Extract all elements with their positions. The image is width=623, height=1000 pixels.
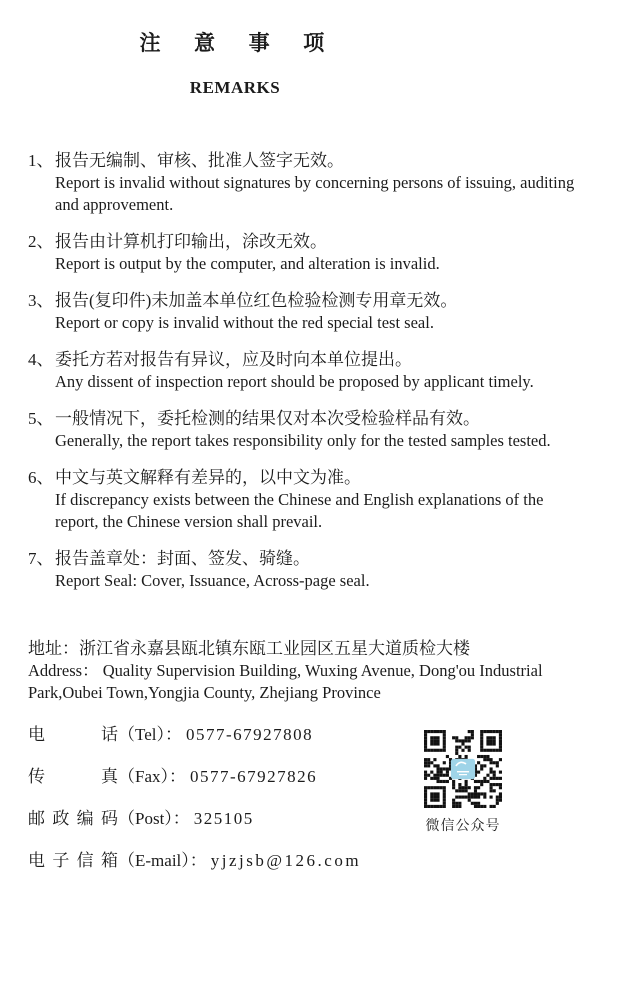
contacts-block: [28, 724, 623, 872]
note-item-2: [28, 231, 623, 275]
address-chinese: 地址：浙江省永嘉县瓯北镇东瓯工业园区五星大道质检大楼: [28, 639, 470, 658]
post-value: 325105: [193, 809, 254, 828]
fax-label: 传真: [28, 767, 118, 786]
note-item-5: [28, 408, 623, 452]
contact-row-email: [28, 850, 623, 872]
contact-row-fax: [28, 766, 623, 788]
note-item-3: [28, 290, 623, 334]
email-label: 电子信箱: [28, 851, 118, 870]
qr-code-icon: [424, 730, 502, 808]
wechat-qr-block: [422, 730, 504, 835]
note-text-en: Any dissent of inspection report should be proposed by applicant timely.: [55, 372, 534, 391]
note-item-7: [28, 548, 623, 592]
note-text-en: Report or copy is invalid without the red special test seal.: [55, 313, 434, 332]
note-number: 1、: [28, 151, 54, 170]
note-number: 5、: [28, 409, 54, 428]
note-text-zh: 报告(复印件)未加盖本单位红色检验检测专用章无效。: [55, 291, 458, 310]
note-text-zh: 报告由计算机打印输出，涂改无效。: [55, 232, 327, 251]
note-text-en: Report Seal: Cover, Issuance, Across-page seal.: [55, 571, 370, 590]
fax-value: 0577-67927826: [190, 767, 318, 786]
page-title-english: REMARKS: [189, 78, 281, 97]
note-text-en: Report is output by the computer, and alteration is invalid.: [55, 254, 440, 273]
page-header: [0, 0, 470, 100]
contact-row-post: [28, 808, 623, 830]
note-item-1: [28, 150, 623, 216]
note-item-6: [28, 467, 623, 533]
note-number: 2、: [28, 232, 54, 251]
note-text-en: If discrepancy exists between the Chinese and English explanations of the report, the Chinese version shall prevail.: [55, 490, 544, 531]
tel-label: 电话: [28, 725, 118, 744]
note-text-en: Generally, the report takes responsibility only for the tested samples tested.: [55, 431, 551, 450]
post-label: 邮政编码: [28, 809, 118, 828]
note-text-zh: 报告盖章处：封面、签发、骑缝。: [55, 549, 310, 568]
tel-suffix: （Tel）：: [118, 725, 182, 744]
note-text-zh: 委托方若对报告有异议，应及时向本单位提出。: [55, 350, 412, 369]
contact-row-tel: [28, 724, 623, 746]
post-suffix: （Post）：: [118, 809, 190, 828]
notes-list: [28, 150, 623, 592]
qr-caption: 微信公众号: [425, 819, 501, 834]
note-number: 4、: [28, 350, 54, 369]
fax-suffix: （Fax）：: [118, 767, 186, 786]
address-english: Address： Quality Supervision Building, Wuxing Avenue, Dong'ou Industrial Park,Oubei Town,Yongjia County, Zhejiang Province: [28, 661, 543, 702]
note-number: 6、: [28, 468, 54, 487]
email-suffix: （E-mail）：: [118, 851, 207, 870]
note-number: 3、: [28, 291, 54, 310]
page-title-chinese: 注 意 事 项: [139, 31, 331, 55]
note-number: 7、: [28, 549, 54, 568]
address-block: [28, 638, 576, 704]
note-item-4: [28, 349, 623, 393]
note-text-zh: 中文与英文解释有差异的，以中文为准。: [55, 468, 361, 487]
note-text-en: Report is invalid without signatures by concerning persons of issuing, auditing and approvement.: [55, 173, 575, 214]
email-value: yjzjsb@126.com: [210, 851, 362, 870]
note-text-zh: 一般情况下，委托检测的结果仅对本次受检验样品有效。: [55, 409, 480, 428]
tel-value: 0577-67927808: [185, 725, 314, 744]
note-text-zh: 报告无编制、审核、批准人签字无效。: [55, 151, 344, 170]
